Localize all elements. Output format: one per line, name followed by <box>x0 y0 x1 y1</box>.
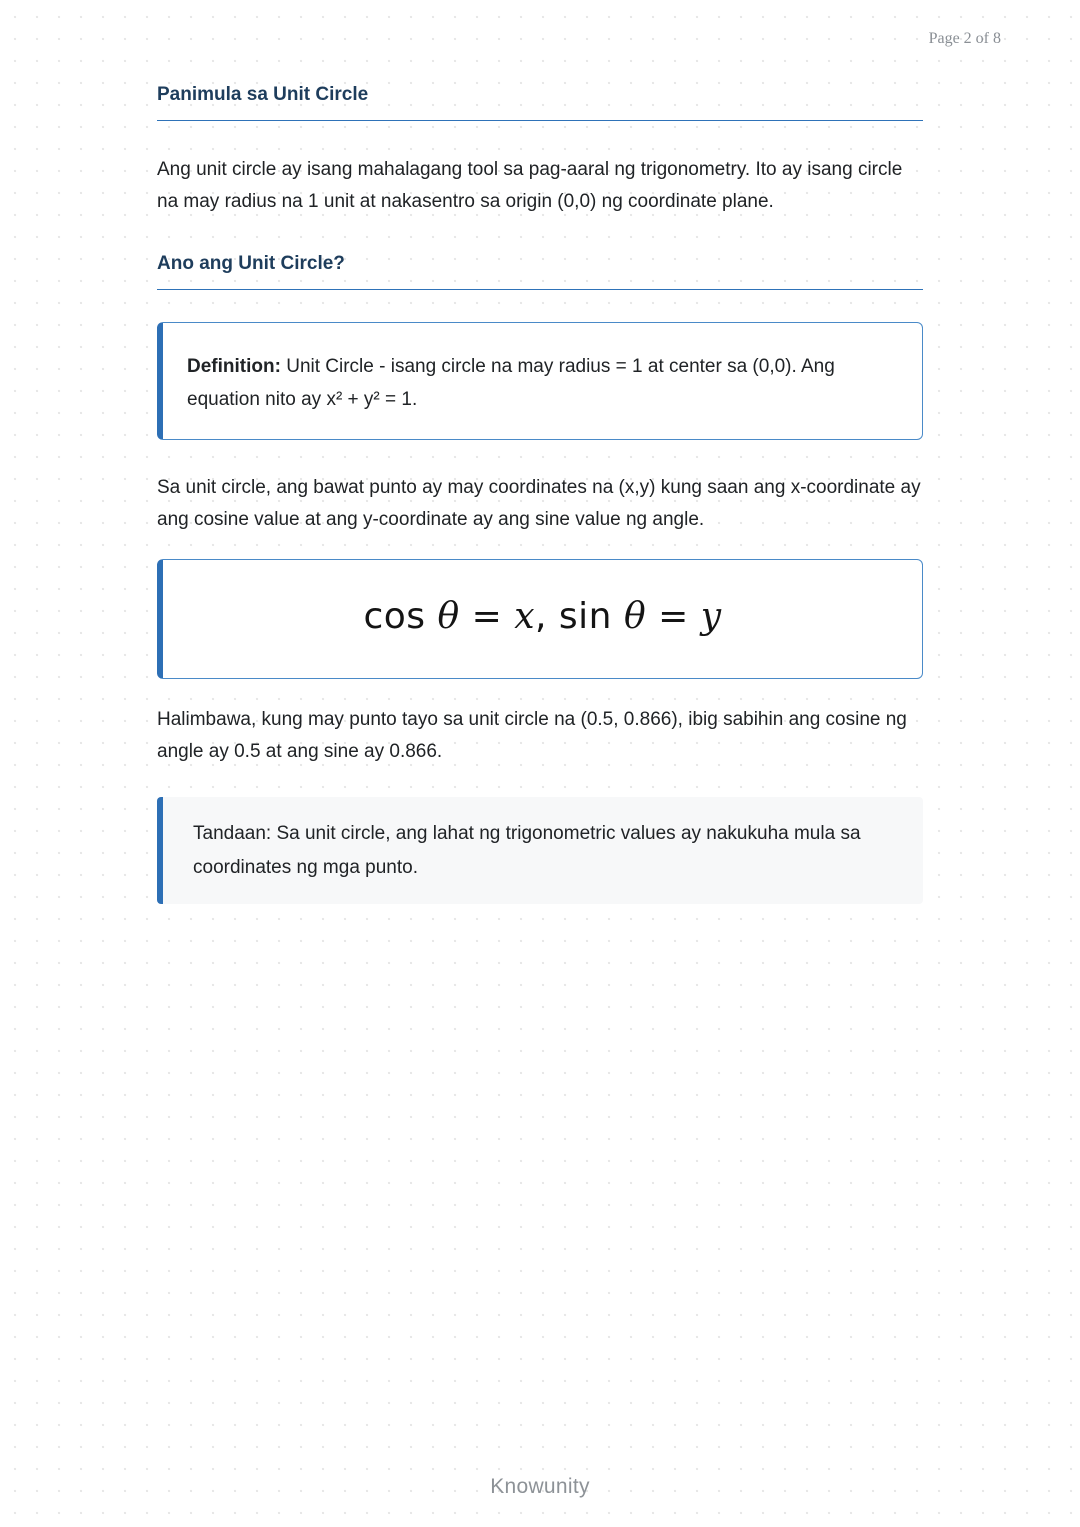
note-text: Tandaan: Sa unit circle, ang lahat ng trigonometric values ay nakukuha mula sa coordinates ng mga punto. <box>193 823 861 878</box>
formula-y: y <box>700 595 722 637</box>
section-title-intro: Panimula sa Unit Circle <box>157 84 923 121</box>
formula-theta-2: θ <box>623 595 647 637</box>
formula-comma: , <box>535 595 559 637</box>
note-box <box>157 797 923 904</box>
formula-equals-2: = <box>646 595 701 637</box>
formula-x: x <box>514 595 536 637</box>
formula-box <box>157 559 923 679</box>
formula-sin: sin <box>558 595 612 637</box>
formula-cos: cos <box>363 595 426 637</box>
coordinates-paragraph: Sa unit circle, ang bawat punto ay may coordinates na (x,y) kung saan ang x-coordinate ay ang cosine value at ang y-coordinate ay ang sine value ng angle. <box>157 477 921 530</box>
definition-text: Unit Circle - isang circle na may radius = 1 at center sa (0,0). Ang equation nito ay x² + y² = 1. <box>187 356 835 410</box>
footer-brand: Knowunity <box>490 1475 590 1498</box>
formula-equals: = <box>459 595 515 637</box>
example-paragraph: Halimbawa, kung may punto tayo sa unit circle na (0.5, 0.866), ibig sabihin ang cosine ng angle ay 0.5 at ang sine ay 0.866. <box>157 709 907 762</box>
formula-theta: θ <box>437 595 460 637</box>
formula <box>363 596 721 637</box>
definition-label: Definition: <box>187 356 281 377</box>
intro-paragraph: Ang unit circle ay isang mahalagang tool sa pag-aaral ng trigonometry. Ito ay isang circle na may radius na 1 unit at nakasentro sa origin (0,0) ng coordinate plane. <box>157 159 903 212</box>
definition-box <box>157 322 923 440</box>
section-title-what-is: Ano ang Unit Circle? <box>157 253 923 290</box>
page-indicator: Page 2 of 8 <box>928 30 1001 47</box>
